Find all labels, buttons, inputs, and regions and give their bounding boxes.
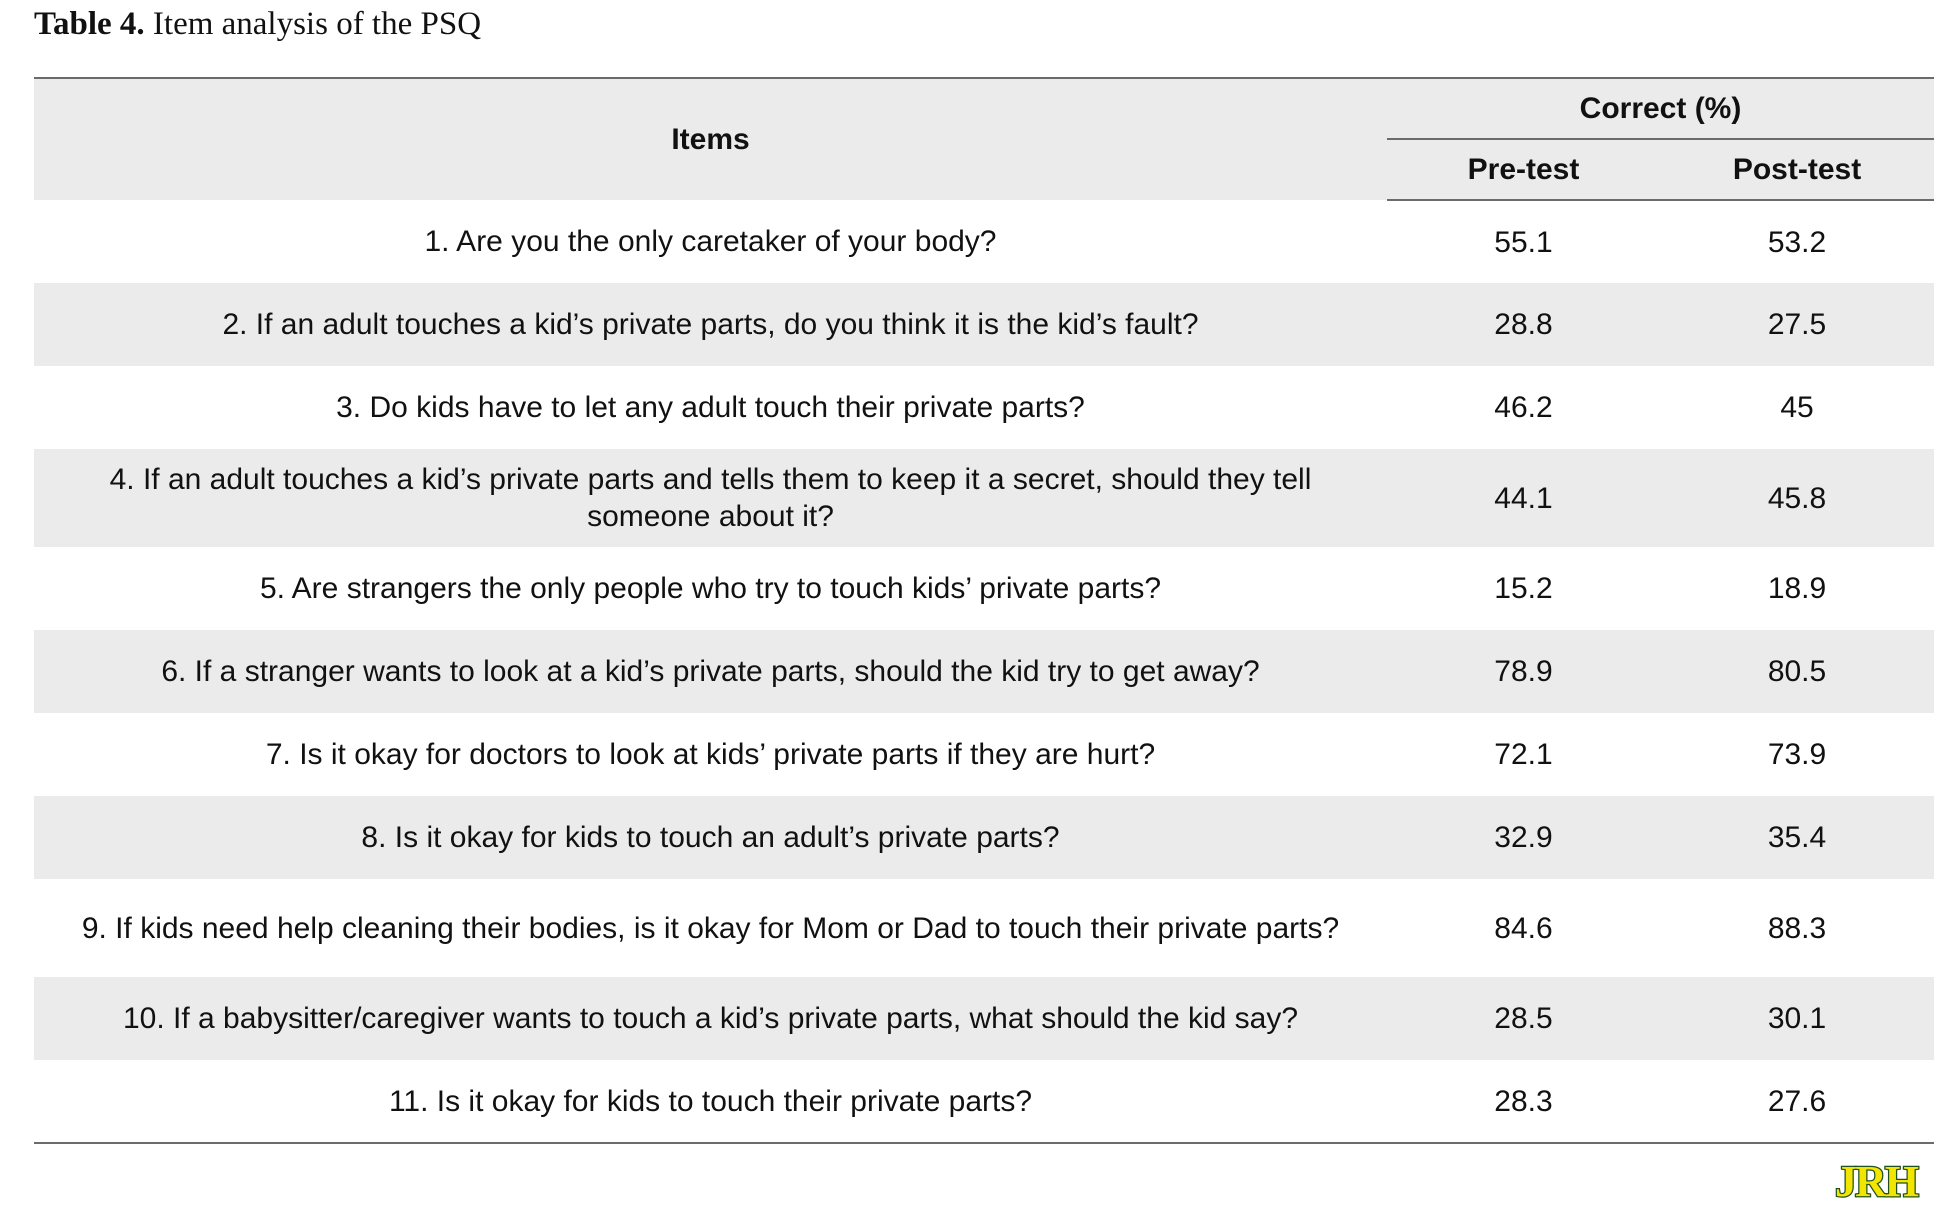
journal-logo	[1818, 1158, 1934, 1202]
pre-test-cell: 28.3	[1494, 1084, 1553, 1118]
post-test-cell: 30.1	[1767, 1002, 1827, 1035]
pre-test-cell: 32.9	[1494, 821, 1553, 854]
pre-test-cell: 55.1	[1494, 225, 1553, 259]
table-body	[34, 200, 1934, 1143]
column-group-header-correct: Correct (%)	[1387, 78, 1934, 139]
item-analysis-table	[34, 77, 1934, 1144]
item-cell: 2. If an adult touches a kid’s private parts, do you think it is the kid’s fault?	[222, 308, 1199, 341]
pre-test-cell: 72.1	[1494, 738, 1553, 771]
table-row	[34, 200, 1934, 283]
post-test-cell: 80.5	[1767, 655, 1827, 688]
item-cell: 8. Is it okay for kids to touch an adult’s private parts?	[361, 821, 1060, 854]
item-cell: 5. Are strangers the only people who try to touch kids’ private parts?	[259, 572, 1162, 605]
post-test-cell: 45	[1780, 391, 1814, 424]
pre-test-cell: 28.5	[1494, 1002, 1553, 1035]
table-row	[34, 283, 1934, 366]
item-cell: 11. Is it okay for kids to touch their private parts?	[388, 1084, 1033, 1118]
table-row	[34, 449, 1934, 547]
pre-test-cell: 46.2	[1494, 391, 1553, 424]
post-test-cell: 27.5	[1767, 308, 1827, 341]
item-cell: 10. If a babysitter/caregiver wants to touch a kid’s private parts, what should the kid say?	[122, 1002, 1299, 1035]
table-row	[34, 713, 1934, 796]
table-header	[34, 78, 1934, 200]
pre-test-cell: 28.8	[1494, 308, 1553, 341]
item-cell: 9. If kids need help cleaning their bodies, is it okay for Mom or Dad to touch their private parts?	[81, 911, 1340, 945]
item-cell: 6. If a stranger wants to look at a kid’s private parts, should the kid try to get away?	[161, 655, 1260, 688]
item-cell: 7. Is it okay for doctors to look at kids’ private parts if they are hurt?	[265, 738, 1156, 771]
table-row	[34, 977, 1934, 1060]
table-caption-text: Item analysis of the PSQ	[152, 6, 482, 42]
table-row	[34, 796, 1934, 879]
table-row	[34, 630, 1934, 713]
table-container	[34, 77, 1934, 1144]
table-caption-label: Table 4.	[34, 6, 145, 42]
item-cell: 3. Do kids have to let any adult touch their private parts?	[336, 391, 1085, 424]
table-caption	[34, 2, 481, 46]
svg-text:JRH: JRH	[1835, 1158, 1917, 1202]
table-row	[34, 879, 1934, 977]
item-cell: 1. Are you the only caretaker of your body?	[424, 225, 997, 258]
pre-test-cell: 15.2	[1494, 572, 1553, 605]
table-row	[34, 547, 1934, 630]
column-header-items: Items	[671, 122, 750, 156]
table-row	[34, 1060, 1934, 1143]
table-row	[34, 366, 1934, 449]
post-test-cell: 73.9	[1767, 738, 1827, 771]
item-cell: 4. If an adult touches a kid’s private parts and tells them to keep it a secret, should they tell someone about it?	[109, 463, 1312, 533]
post-test-cell: 35.4	[1767, 821, 1827, 854]
pre-test-cell: 84.6	[1494, 911, 1553, 945]
post-test-cell: 18.9	[1767, 572, 1827, 605]
post-test-cell: 53.2	[1767, 225, 1827, 259]
post-test-cell: 27.6	[1767, 1084, 1827, 1118]
post-test-cell: 45.8	[1767, 481, 1827, 515]
column-header-pre-test: Pre-test	[1387, 139, 1660, 200]
pre-test-cell: 78.9	[1494, 655, 1553, 688]
column-header-post-test: Post-test	[1660, 139, 1934, 200]
pre-test-cell: 44.1	[1494, 481, 1553, 515]
post-test-cell: 88.3	[1767, 911, 1827, 945]
